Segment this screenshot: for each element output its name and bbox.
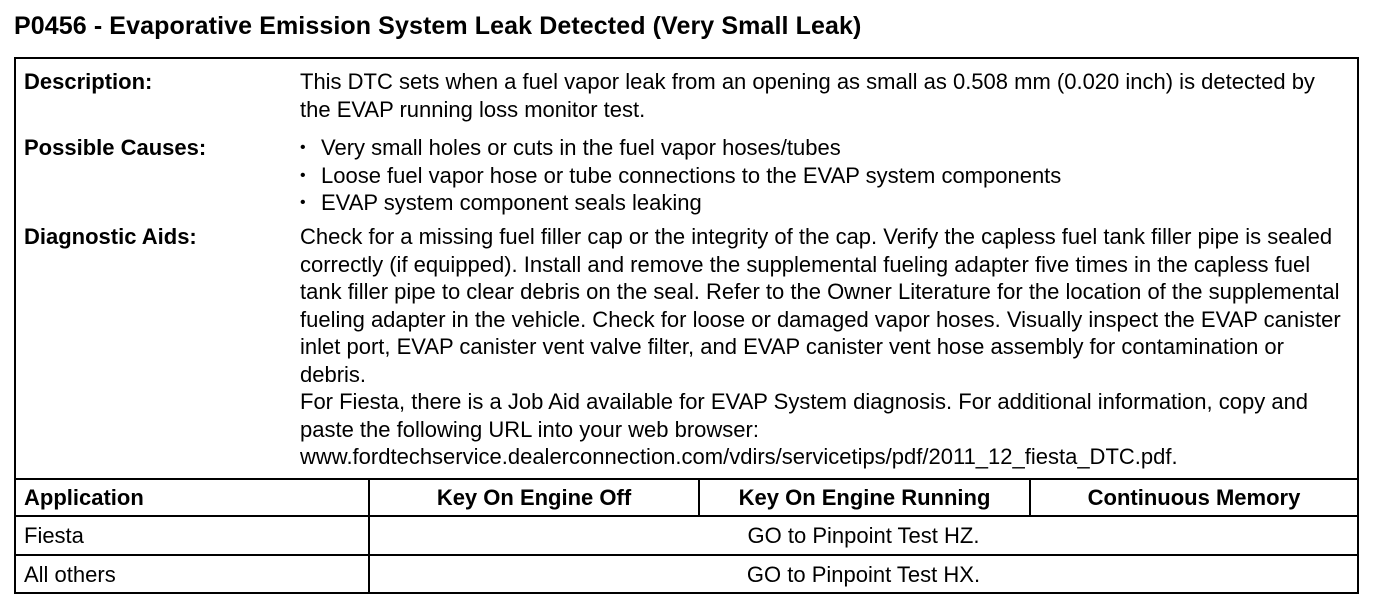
header-continuous-memory: Continuous Memory	[1030, 479, 1357, 516]
description-text	[300, 68, 1349, 123]
header-application: Application	[16, 479, 369, 516]
table-header-row	[16, 479, 1357, 516]
cause-item: • EVAP system component seals leaking	[300, 189, 1349, 217]
page-title: P0456 - Evaporative Emission System Leak Detected (Very Small Leak)	[14, 12, 862, 40]
action-cell: GO to Pinpoint Test HZ.	[369, 516, 1357, 555]
header-koer: Key On Engine Running	[699, 479, 1030, 516]
cause-item: • Loose fuel vapor hose or tube connections to the EVAP system components	[300, 162, 1349, 190]
diagnostic-aids-label: Diagnostic Aids:	[24, 224, 197, 249]
cause-item: • Very small holes or cuts in the fuel vapor hoses/tubes	[300, 134, 1349, 162]
diagnostic-aids-paragraph-2: For Fiesta, there is a Job Aid available for EVAP System diagnosis. For additional information, copy and paste the following URL into your web browser: www.fordtechservice.dealerconnection.com/vdirs/servicetips/pdf/2011_12_fiesta_DTC.pdf.	[300, 389, 1309, 469]
possible-causes-label: Possible Causes:	[24, 135, 207, 160]
diagnostic-aids-paragraph: Check for a missing fuel filler cap or the integrity of the cap. Verify the capless fuel tank filler pipe is sealed correctly (if equipped). Install and remove the supplemental fueling adapter five times in the capless fuel tank filler pipe to clear debris on the seal. Refer to the Owner Literature for the location of the supplemental fueling adapter in the vehicle. Check for loose or damaged vapor hoses. Visually inspect the EVAP canister inlet port, EVAP canister vent valve filter, and EVAP canister vent hose assembly for contamination or debris.	[300, 224, 1341, 387]
description-paragraph: This DTC sets when a fuel vapor leak from an opening as small as 0.508 mm (0.020 inch) is detected by the EVAP running loss monitor test.	[300, 69, 1315, 122]
application-table	[16, 478, 1357, 594]
dtc-info-section	[16, 59, 1357, 478]
dtc-frame	[14, 57, 1359, 594]
description-label: Description:	[24, 69, 153, 94]
header-koeo: Key On Engine Off	[369, 479, 699, 516]
action-cell: GO to Pinpoint Test HX.	[369, 555, 1357, 594]
table-row	[16, 516, 1357, 555]
application-cell: Fiesta	[16, 516, 369, 555]
application-cell: All others	[16, 555, 369, 594]
diagnostic-aids-text	[300, 223, 1349, 471]
table-row	[16, 555, 1357, 594]
possible-causes-list	[300, 134, 1349, 217]
